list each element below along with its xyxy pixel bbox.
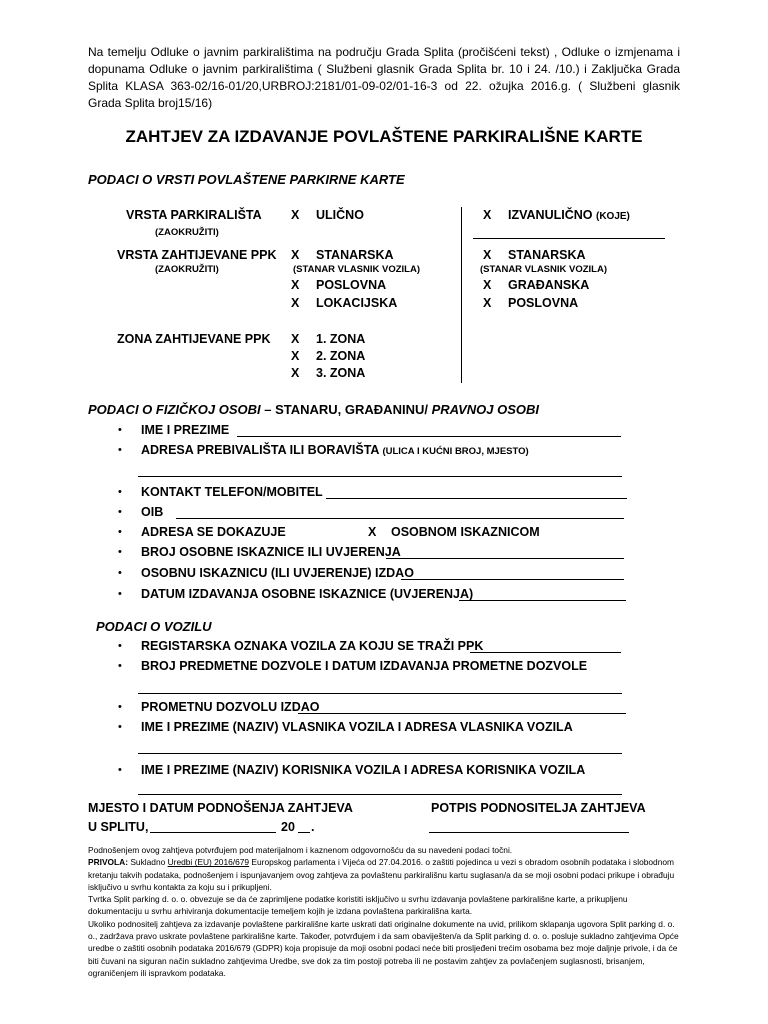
in-split-label: U SPLITU,	[88, 820, 149, 834]
id-date-input-line[interactable]	[459, 600, 626, 601]
field-label-phone: KONTAKT TELEFON/MOBITEL	[141, 485, 323, 499]
izvanulicno-input-line[interactable]	[473, 238, 665, 239]
phone-input-line[interactable]	[326, 498, 627, 499]
form-title: ZAHTJEV ZA IZDAVANJE POVLAŠTENE PARKIRALIŠNE KARTE	[125, 127, 643, 146]
option-mark[interactable]: X	[291, 349, 300, 363]
section-heading-vehicle: PODACI O VOZILU	[96, 619, 212, 634]
ppk-type-hint: (ZAOKRUŽITI)	[155, 264, 219, 275]
option-mark[interactable]: X	[368, 525, 377, 539]
option-mark[interactable]: X	[291, 278, 300, 292]
footer-accuracy-note: Podnošenjem ovog zahtjeva potvrđujem pod materijalnom i kaznenom odgovornošću da su navedeni podaci točni.	[88, 845, 513, 855]
bullet: •	[118, 424, 122, 436]
option-stanarska[interactable]: STANARSKA	[316, 248, 394, 262]
permit-issuer-input-line[interactable]	[298, 713, 626, 714]
parking-type-label: VRSTA PARKIRALIŠTA	[126, 208, 262, 222]
zone-label: ZONA ZAHTIJEVANE PPK	[117, 332, 271, 346]
footer-company-obligation: Tvrtka Split parking d. o. o. obvezuje se da će zaprimljene podatke koristiti isključivo u svrhu izdavanja povlaštene parkirališne karte, a prikupljenu dokumentaciju u svrhu arhiviranja dokumentacije temeljem kojih je izdana povlaštena parkirališna karta.	[88, 894, 628, 917]
izvanulicno-hint: (KOJE)	[595, 211, 630, 222]
field-label-proof: ADRESA SE DOKAZUJE	[141, 525, 286, 539]
option-mark[interactable]: X	[483, 278, 492, 292]
footer-notes	[88, 844, 680, 979]
year-prefix: 20	[281, 820, 295, 834]
option-lokacijska[interactable]: LOKACIJSKA	[316, 296, 398, 310]
signature-input-line[interactable]	[429, 832, 629, 833]
option-gradanska[interactable]: GRAĐANSKA	[508, 278, 590, 292]
bullet: •	[118, 640, 122, 652]
field-label-address: ADRESA PREBIVALIŠTA ILI BORAVIŠTA (ULICA I KUĆNI BROJ, MJESTO)	[141, 443, 529, 457]
option-mark[interactable]: X	[291, 296, 300, 310]
column-divider	[461, 207, 462, 383]
field-label-id-issuer: OSOBNU ISKAZNICU (ILI UVJERENJE) IZDAO	[141, 566, 414, 580]
name-input-line[interactable]	[237, 436, 621, 437]
id-issuer-input-line[interactable]	[401, 579, 624, 580]
option-mark[interactable]: X	[291, 366, 300, 380]
option-mark[interactable]: X	[291, 248, 300, 262]
oib-input-line[interactable]	[176, 518, 624, 519]
option-mark[interactable]: X	[291, 208, 300, 222]
year-dot: .	[311, 820, 315, 834]
bullet: •	[118, 721, 122, 733]
bullet: •	[118, 588, 122, 600]
footer-consent: PRIVOLA: Sukladno Uredbi (EU) 2016/679 Europskog parlamenta i Vijeća od 27.04.2016. o zaštiti pojedinca u vezi s obradom osobnih podataka i slobodnom kretanju takvih podataka, podnošenjem i ispunjavanjem ovog zahtjeva za povlaštenu parkirališnu kartu suglasan/a da se moji osobni podaci prikupe i obrađuju isključivo u svrhu kontakta za koju su i prikupljeni.	[88, 857, 675, 892]
field-label-oib: OIB	[141, 505, 164, 519]
option-zone-1[interactable]: 1. ZONA	[316, 332, 366, 346]
place-date-label: MJESTO I DATUM PODNOŠENJA ZAHTJEVA	[88, 801, 353, 815]
field-label-id-number: BROJ OSOBNE ISKAZNICE ILI UVJERENJA	[141, 545, 401, 559]
address-hint: (ULICA I KUĆNI BROJ, MJESTO)	[382, 446, 529, 457]
bullet: •	[118, 764, 122, 776]
signature-label: POTPIS PODNOSITELJA ZAHTJEVA	[431, 801, 646, 815]
user-input-line[interactable]	[138, 794, 622, 795]
option-mark[interactable]: X	[483, 208, 492, 222]
option-poslovna[interactable]: POSLOVNA	[316, 278, 387, 292]
option-zone-2[interactable]: 2. ZONA	[316, 349, 366, 363]
bullet: •	[118, 486, 122, 498]
option-ulicno[interactable]: ULIČNO	[316, 208, 364, 222]
section-heading-person: PODACI O FIZIČKOJ OSOBI – STANARU, GRAĐANINU/ PRAVNOJ OSOBI	[88, 402, 539, 417]
bullet: •	[118, 506, 122, 518]
option-zone-3[interactable]: 3. ZONA	[316, 366, 366, 380]
field-label-name: IME I PREZIME	[141, 423, 230, 437]
bullet: •	[118, 701, 122, 713]
parking-type-hint: (ZAOKRUŽITI)	[155, 227, 219, 238]
stanarska-note: (STANAR VLASNIK VOZILA)	[293, 264, 421, 275]
owner-input-line[interactable]	[138, 753, 622, 754]
address-input-line[interactable]	[138, 476, 622, 477]
option-mark[interactable]: X	[483, 296, 492, 310]
year-input-line[interactable]	[298, 832, 310, 833]
field-label-registration: REGISTARSKA OZNAKA VOZILA ZA KOJU SE TRAŽI PPK	[141, 639, 484, 653]
id-number-input-line[interactable]	[386, 558, 624, 559]
permit-input-line[interactable]	[138, 693, 622, 694]
gdpr-link[interactable]: Uredbi (EU) 2016/679	[167, 857, 250, 868]
date-input-line[interactable]	[150, 832, 276, 833]
registration-input-line[interactable]	[470, 652, 621, 653]
footer-gdpr-note: Ukoliko podnositelj zahtjeva za izdavanje povlaštene parkirališne karte uskrati dati originalne dokumente na uvid, prilikom sklapanja ugovora Split parking d. o. o., zadržava pravo uskrate povlaštene parkirališne karte. Također, potvrđujem i da sam obaviješten/a da Split parking d. o. o. posluje sukladno zahtjevima Opće uredbe o zaštiti osobnih podataka 2016/679 (GDPR) koja propisuje da moji osobni podaci neće biti prosljeđeni trećim osobama bez moje daljnje privole, i da će biti čuvani na siguran način sukladno zahtjevima Uredbe, sve dok za tim postoji potreba ili ne postavim zahtjev za povlačenjem suglasnosti, brisanjem, ograničenjem ili ispravkom podataka.	[88, 918, 679, 978]
bullet: •	[118, 660, 122, 672]
field-label-user: IME I PREZIME (NAZIV) KORISNIKA VOZILA I ADRESA KORISNIKA VOZILA	[141, 763, 586, 777]
option-stanarska-right[interactable]: STANARSKA	[508, 248, 586, 262]
section-heading-card-type: PODACI O VRSTI POVLAŠTENE PARKIRNE KARTE	[88, 172, 405, 187]
field-label-id-date: DATUM IZDAVANJA OSOBNE ISKAZNICE (UVJERENJA)	[141, 587, 474, 601]
option-poslovna-right[interactable]: POSLOVNA	[508, 296, 579, 310]
bullet: •	[118, 567, 122, 579]
bullet: •	[118, 526, 122, 538]
option-id-card[interactable]: OSOBNOM ISKAZNICOM	[391, 525, 540, 539]
field-label-owner: IME I PREZIME (NAZIV) VLASNIKA VOZILA I ADRESA VLASNIKA VOZILA	[141, 720, 573, 734]
field-label-permit: BROJ PREDMETNE DOZVOLE I DATUM IZDAVANJA PROMETNE DOZVOLE	[141, 659, 588, 673]
ppk-type-label: VRSTA ZAHTIJEVANE PPK	[117, 248, 277, 262]
option-mark[interactable]: X	[291, 332, 300, 346]
stanarska-right-note: (STANAR VLASNIK VOZILA)	[480, 264, 608, 275]
option-mark[interactable]: X	[483, 248, 492, 262]
option-izvanulicno[interactable]: IZVANULIČNO (KOJE)	[508, 208, 630, 222]
field-label-permit-issuer: PROMETNU DOZVOLU IZDAO	[141, 700, 320, 714]
bullet: •	[118, 546, 122, 558]
legal-intro: Na temelju Odluke o javnim parkiralištima na području Grada Splita (pročišćeni tekst) , Odluke o izmjenama i dopunama Odluke o javnim parkiralištima ( Službeni glasnik Grada Splita br. 10 i 24. /10.) i Zaključka Grada Splita KLASA 363-02/16-01/20,URBROJ:2181/01-09-02/01-16-3 od 22. ožujka 2016.g. ( Službeni glasnik Grada Splita broj15/16)	[88, 45, 680, 110]
bullet: •	[118, 444, 122, 456]
